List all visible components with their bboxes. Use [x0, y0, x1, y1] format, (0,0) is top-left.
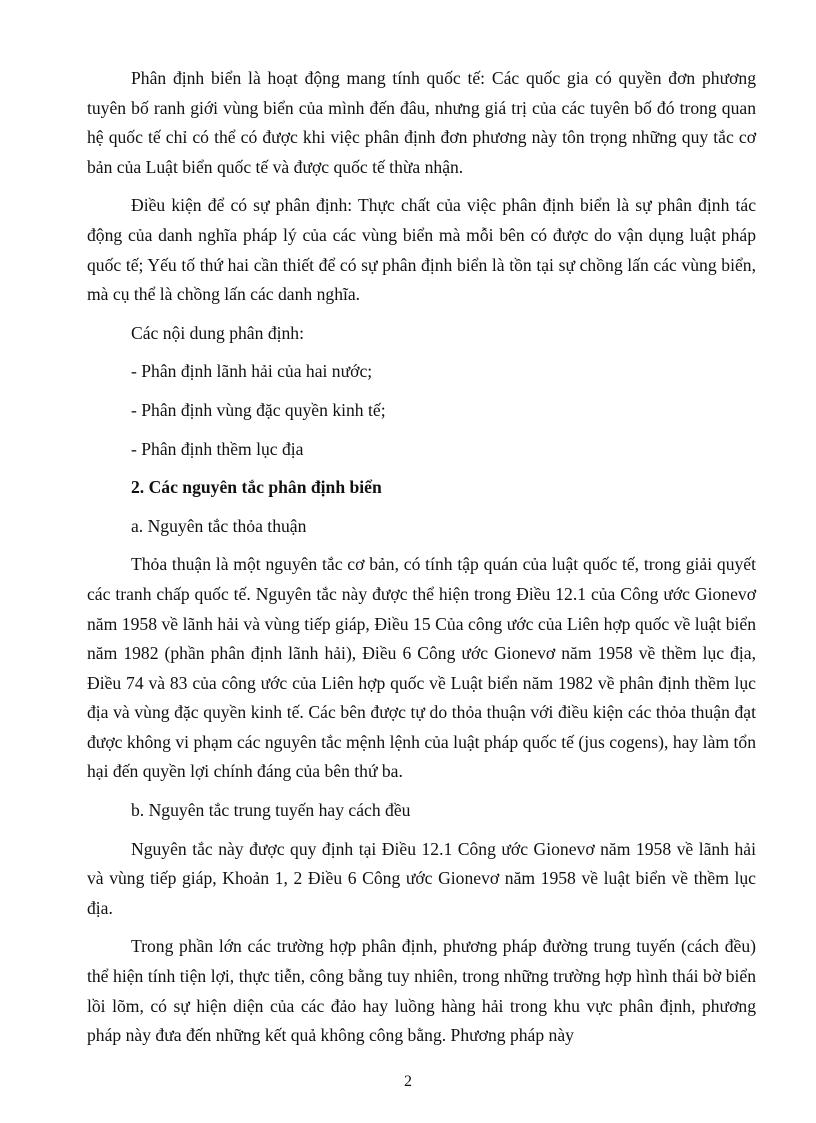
- list-item-exclusive-economic-zone: - Phân định vùng đặc quyền kinh tế;: [131, 399, 386, 420]
- page-body: [87, 64, 756, 1060]
- list-item-continental-shelf: - Phân định thềm lục địa: [131, 438, 304, 459]
- paragraph-median-line-legal-basis: Nguyên tắc này được quy định tại Điều 12.1 Công ước Gionevơ năm 1958 về lãnh hải và vùng tiếp giáp, Khoản 1, 2 Điều 6 Công ước Gionevơ năm 1958 về luật biển về thềm lục địa.: [87, 838, 756, 918]
- section-heading-delimitation-principles: 2. Các nguyên tắc phân định biển: [131, 477, 382, 498]
- paragraph-median-line-application: Trong phần lớn các trường hợp phân định, phương pháp đường trung tuyến (cách đều) thể hiện tính tiện lợi, thực tiễn, công bằng tuy nhiên, trong những trường hợp hình thái bờ biển lồi lõm, có sự hiện diện của các đảo hay luồng hàng hải trong khu vực phân định, phương pháp này đưa đến những kết quả không công bằng. Phương pháp này: [87, 936, 756, 1046]
- list-item-territorial-sea: - Phân định lãnh hải của hai nước;: [131, 361, 373, 382]
- paragraph-delimitation-contents: Các nội dung phân định:: [131, 322, 304, 343]
- page-number: 2: [404, 1073, 412, 1090]
- subheading-median-line-principle: b. Nguyên tắc trung tuyến hay cách đều: [131, 800, 411, 821]
- paragraph-delimitation-conditions: Điều kiện để có sự phân định: Thực chất của việc phân định biển là sự phân định tác động của danh nghĩa pháp lý của các vùng biển mà mỗi bên có được do vận dụng luật pháp quốc tế; Yếu tố thứ hai cần thiết để có sự phân định biển là tồn tại sự chồng lấn các vùng biển, mà cụ thể là chồng lấn các danh nghĩa.: [87, 195, 756, 305]
- paragraph-maritime-delimitation-nature: Phân định biển là hoạt động mang tính quốc tế: Các quốc gia có quyền đơn phương tuyên bố ranh giới vùng biển của mình đến đâu, nhưng giá trị của các tuyên bố đó trong quan hệ quốc tế chỉ có thể có được khi việc phân định đơn phương này tôn trọng những quy tắc cơ bản của Luật biển quốc tế và được quốc tế thừa nhận.: [87, 68, 756, 177]
- paragraph-agreement-principle: Thỏa thuận là một nguyên tắc cơ bản, có tính tập quán của luật quốc tế, trong giải quyết các tranh chấp quốc tế. Nguyên tắc này được thể hiện trong Điều 12.1 của Công ước Gionevơ năm 1958 về lãnh hải và vùng tiếp giáp, Điều 15 Của công ước của Liên hợp quốc về luật biển năm 1982 (phần phân định lãnh hải), Điều 6 Công ước Gionevơ năm 1958 về thềm lục địa, Điều 74 và 83 của công ước của Liên hợp quốc về Luật biển năm 1982 về phân định thềm lục địa và vùng đặc quyền kinh tế. Các bên được tự do thỏa thuận với điều kiện các thỏa thuận đạt được không vi phạm các nguyên tắc mệnh lệnh của luật pháp quốc tế (jus cogens), hay làm tổn hại đến quyền lợi chính đáng của bên thứ ba.: [87, 554, 756, 782]
- subheading-agreement-principle: a. Nguyên tắc thỏa thuận: [131, 515, 307, 536]
